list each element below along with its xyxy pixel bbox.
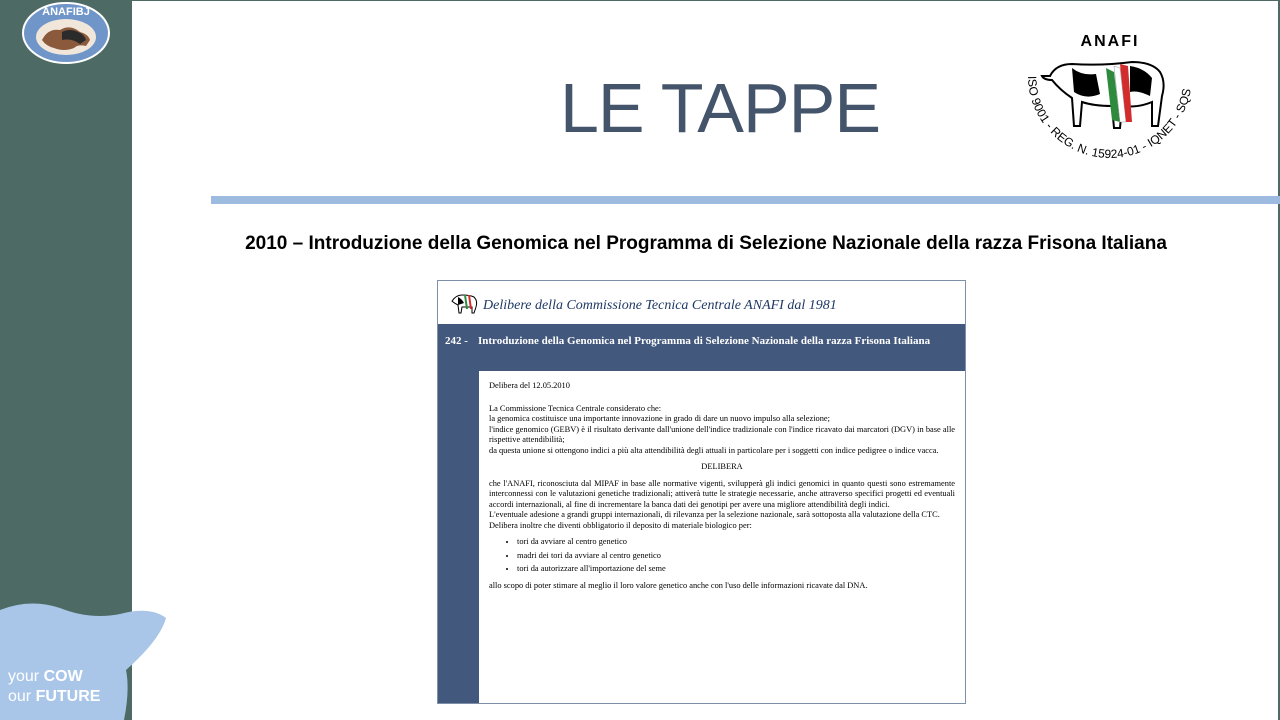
bullet-list (489, 537, 955, 575)
date-line: Delibera del 12.05.2010 (489, 381, 570, 390)
intro-line: La Commissione Tecnica Centrale considerato che: (489, 403, 662, 413)
anafi-logo-name: ANAFI (1080, 33, 1140, 50)
cow-logo-icon (450, 291, 480, 315)
top-border (132, 0, 1280, 1)
slogan (8, 667, 100, 707)
left-sidebar (0, 0, 132, 720)
slide-subtitle: 2010 – Introduzione della Genomica nel Programma di Selezione Nazionale della razza Frisona Italiana (245, 233, 1167, 254)
slogan-line-2: our FUTURE (8, 688, 101, 705)
resolution-number: 242 - (445, 335, 468, 347)
decision-3: Delibera inoltre che diventi obbligatorio il deposito di materiale biologico per: (489, 520, 752, 530)
slide-title: LE TAPPE (559, 69, 881, 147)
list-item: • madri dei tori da avviare al centro genetico (517, 551, 955, 562)
consideration-2: l'indice genomico (GEBV) è il risultato derivante dall'unione dell'indice tradizionale con l'indice ricavato dai marcatori (DGV) in base alle rispettive attendibilità; (489, 424, 955, 444)
consideration-1: la genomica costituisce una importante innovazione in grado di dare un nuovo impulso alla selezione; (489, 414, 830, 423)
document-text (489, 381, 955, 591)
closing-line: allo scopo di poter stimare al meglio il loro valore genetico anche con l'uso delle informazioni ricavate dal DNA. (489, 580, 868, 590)
document-header-title: Delibere della Commissione Tecnica Centrale ANAFI dal 1981 (483, 298, 837, 313)
document-header (438, 281, 965, 324)
list-item: • tori da avviare al centro genetico (517, 537, 955, 548)
anafi-logo-ring: ISO 9001 - REG. N. 15924-01 - IQNET - SQS (1024, 75, 1194, 162)
delibera-label: DELIBERA (701, 462, 743, 471)
slogan-line-1: your COW (8, 668, 83, 685)
anafibj-logo (22, 2, 110, 64)
decision-2: L'eventuale adesione a grandi gruppi internazionali, di rilevanza per la selezione nazionale, sarà sottoposta alla valutazione della CTC. (489, 510, 940, 519)
document-excerpt (437, 280, 966, 704)
list-item: • tori da autorizzare all'importazione del seme (517, 564, 955, 575)
document-body (479, 371, 965, 703)
decision-1: che l'ANAFI, riconosciuta dal MIPAF in base alle normative vigenti, svilupperà gli indici genomici in quanto questi sono estremamente interconnessi con le valutazioni genetiche tradizionali; attiverà tutte le strategie necessarie, anche attraverso specifici progetti ed eventuali accordi internazionali, al fine di incrementare la banca dati dei genotipi per avere una migliore attendibilità degli indici. (489, 478, 955, 509)
anafi-logo (1010, 28, 1210, 168)
anafibj-logo-text: ANAFIBJ (42, 6, 90, 18)
title-divider (211, 196, 1280, 204)
document-frame (438, 324, 965, 703)
resolution-heading: Introduzione della Genomica nel Programma di Selezione Nazionale della razza Frisona Italiana (478, 335, 931, 347)
consideration-3: da questa unione si ottengono indici a più alta attendibilità degli attuali in particolare per i soggetti con indice pedigree o indice vacca. (489, 445, 939, 455)
